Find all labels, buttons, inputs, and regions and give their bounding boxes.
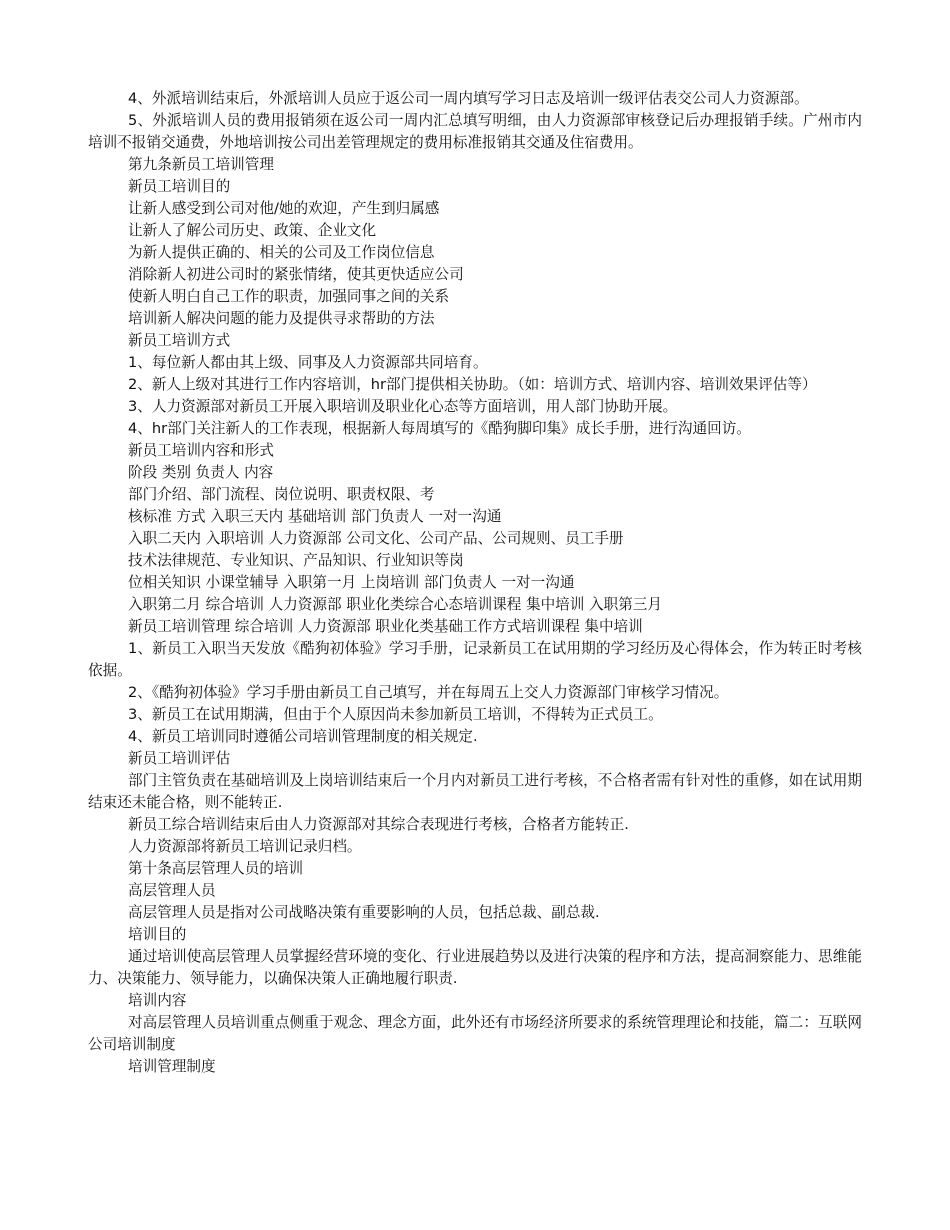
section-heading: 第九条新员工培训管理 bbox=[128, 156, 274, 173]
subsection-heading: 新员工培训目的 bbox=[128, 178, 231, 195]
paragraph: 对高层管理人员培训重点侧重于观念、理念方面，此外还有市场经济所要求的系统管理理论和技能，篇二：互联网公司培训制度 bbox=[88, 1014, 862, 1053]
paragraph: 4、hr部门关注新人的工作表现，根据新人每周填写的《酷狗脚印集》成长手册，进行沟通回访。 bbox=[128, 420, 751, 437]
subsection-heading: 新员工培训方式 bbox=[128, 332, 231, 349]
subsection-heading: 培训内容 bbox=[128, 992, 187, 1009]
paragraph: 5、外派培训人员的费用报销须在返公司一周内汇总填写明细，由人力资源部审核登记后办理报销手续。广州市内培训不报销交通费，外地培训按公司出差管理规定的费用标准报销其交通及住宿费用。 bbox=[88, 112, 862, 151]
subsection-heading: 培训目的 bbox=[128, 926, 187, 943]
paragraph: 4、新员工培训同时遵循公司培训管理制度的相关规定. bbox=[128, 728, 478, 745]
subsection-heading: 新员工培训内容和形式 bbox=[128, 442, 274, 459]
table-text-line: 位相关知识 小课堂辅导 入职第一月 上岗培训 部门负责人 一对一沟通 bbox=[128, 574, 575, 591]
table-text-line: 入职第二月 综合培训 人力资源部 职业化类综合心态培训课程 集中培训 入职第三月 bbox=[128, 596, 662, 613]
table-text-line: 核标准 方式 入职三天内 基础培训 部门负责人 一对一沟通 bbox=[128, 508, 502, 525]
paragraph: 3、新员工在试用期满，但由于个人原因尚未参加新员工培训，不得转为正式员工。 bbox=[128, 706, 663, 723]
table-text-line: 阶段 类别 负责人 内容 bbox=[128, 464, 274, 481]
paragraph: 4、外派培训结束后，外派培训人员应于返公司一周内填写学习日志及培训一级评估表交公司人力资源部。 bbox=[128, 90, 809, 107]
paragraph: 使新人明白自己工作的职责，加强同事之间的关系 bbox=[128, 288, 450, 305]
table-text-line: 新员工培训管理 综合培训 人力资源部 职业化类基础工作方式培训课程 集中培训 bbox=[128, 618, 643, 635]
table-text-line: 部门介绍、部门流程、岗位说明、职责权限、考 bbox=[128, 486, 435, 503]
paragraph: 部门主管负责在基础培训及上岗培训结束后一个月内对新员工进行考核，不合格者需有针对性的重修，如在试用期结束还未能合格，则不能转正. bbox=[88, 772, 862, 811]
paragraph: 让新人感受到公司对他/她的欢迎，产生到归属感 bbox=[128, 200, 440, 217]
paragraph: 新员工综合培训结束后由人力资源部对其综合表现进行考核，合格者方能转正. bbox=[128, 816, 629, 833]
paragraph: 通过培训使高层管理人员掌握经营环境的变化、行业进展趋势以及进行决策的程序和方法，提高洞察能力、思维能力、决策能力、领导能力，以确保决策人正确地履行职责. bbox=[88, 948, 862, 987]
subsection-heading: 新员工培训评估 bbox=[128, 750, 231, 767]
table-text-line: 入职二天内 入职培训 人力资源部 公司文化、公司产品、公司规则、员工手册 bbox=[128, 530, 624, 547]
paragraph: 2、新人上级对其进行工作内容培训，hr部门提供相关协助。（如：培训方式、培训内容、培训效果评估等） bbox=[128, 376, 817, 393]
paragraph: 消除新人初进公司时的紧张情绪，使其更快适应公司 bbox=[128, 266, 464, 283]
table-text-line: 技术法律规范、专业知识、产品知识、行业知识等岗 bbox=[128, 552, 464, 569]
subsection-heading: 高层管理人员 bbox=[128, 882, 216, 899]
paragraph: 高层管理人员是指对公司战略决策有重要影响的人员，包括总裁、副总裁. bbox=[128, 904, 600, 921]
paragraph: 1、每位新人都由其上级、同事及人力资源部共同培育。 bbox=[128, 354, 488, 371]
paragraph: 为新人提供正确的、相关的公司及工作岗位信息 bbox=[128, 244, 435, 261]
paragraph: 人力资源部将新员工培训记录归档。 bbox=[128, 838, 362, 855]
paragraph: 3、人力资源部对新员工开展入职培训及职业化心态等方面培训，用人部门协助开展。 bbox=[128, 398, 678, 415]
section-heading: 第十条高层管理人员的培训 bbox=[128, 860, 304, 877]
paragraph: 培训新人解决问题的能力及提供寻求帮助的方法 bbox=[128, 310, 435, 327]
section-heading: 培训管理制度 bbox=[128, 1058, 216, 1075]
paragraph: 让新人了解公司历史、政策、企业文化 bbox=[128, 222, 377, 239]
paragraph: 1、新员工入职当天发放《酷狗初体验》学习手册，记录新员工在试用期的学习经历及心得体会，作为转正时考核依据。 bbox=[88, 640, 862, 679]
paragraph: 2、《酷狗初体验》学习手册由新员工自己填写，并在每周五上交人力资源部门审核学习情况。 bbox=[128, 684, 729, 701]
